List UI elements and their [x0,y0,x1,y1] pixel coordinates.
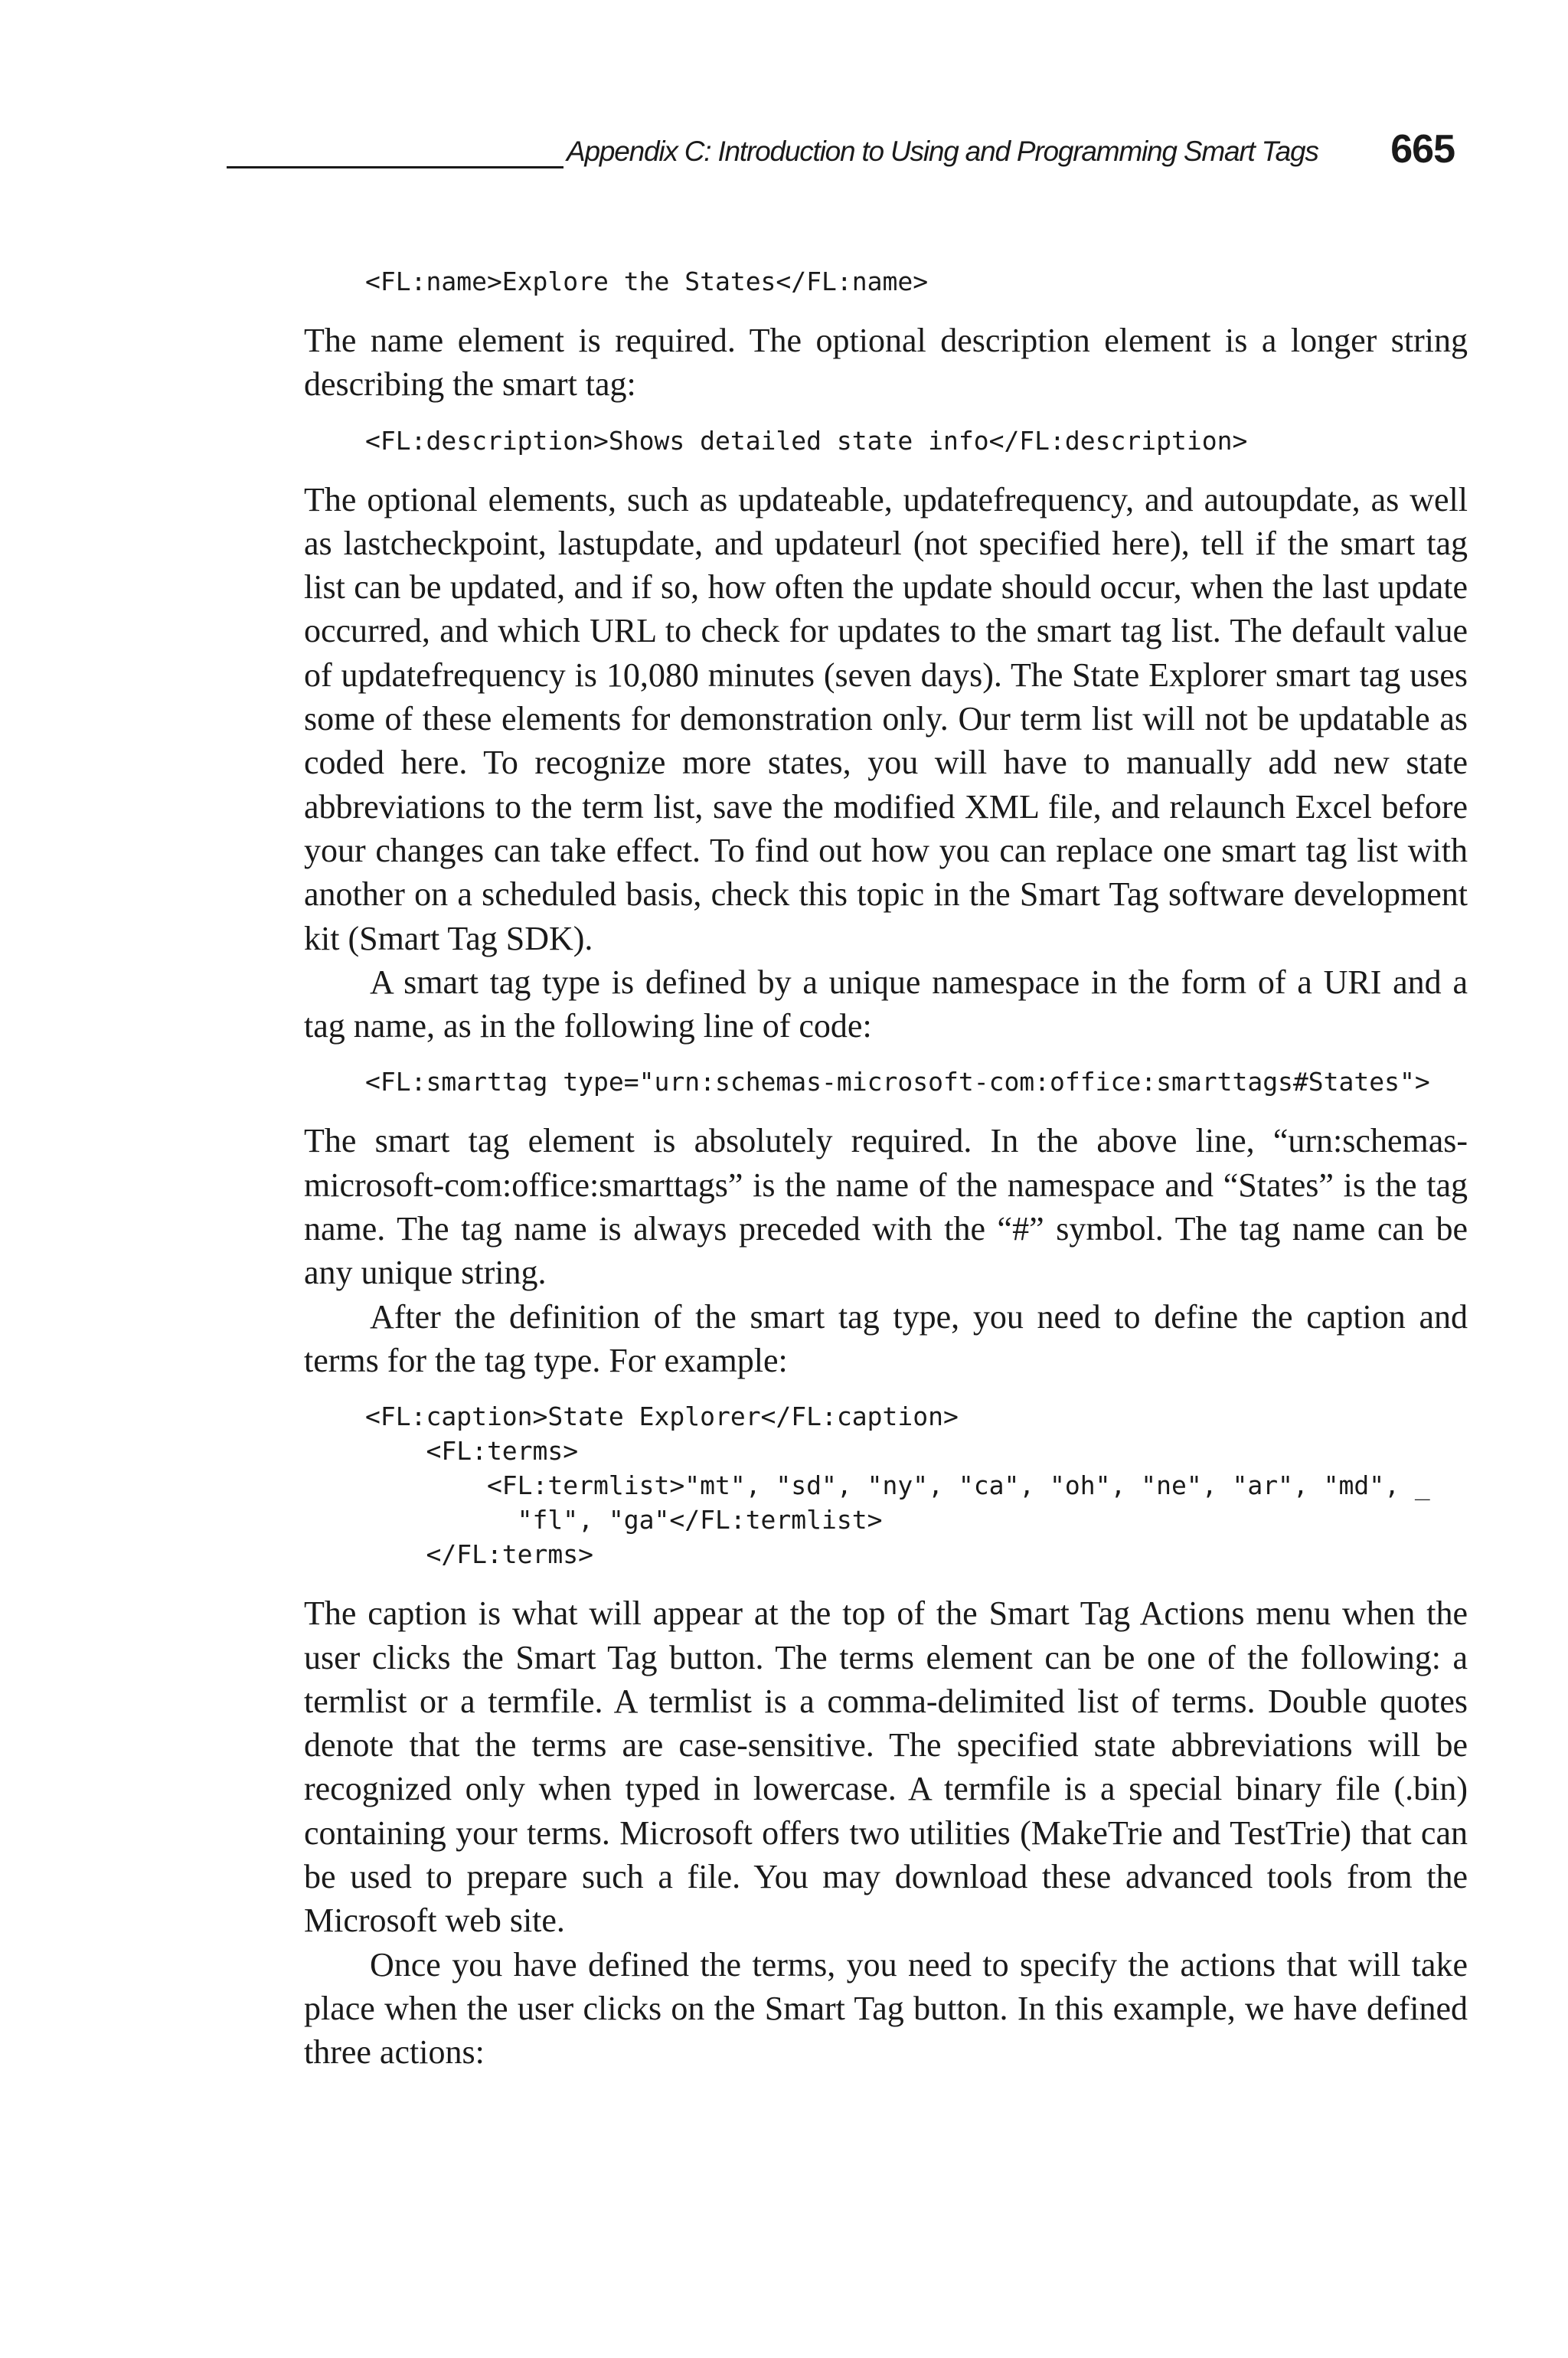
code-block [365,264,1468,299]
header-rule [227,166,564,168]
code-block [365,1065,1468,1099]
code-line: <FL:terms> [365,1436,579,1467]
code-line: <FL:caption>State Explorer</FL:caption> [365,1401,959,1432]
code-line: </FL:terms> [365,1539,594,1570]
paragraph: Once you have defined the terms, you need to specify the actions that will take place when the user clicks on the Smart Tag button. In this example, we have defined three actions: [304,1945,1468,2072]
running-header [227,126,1455,172]
code-line: <FL:description>Shows detailed state info</FL:description> [365,425,1248,456]
paragraph: The name element is required. The optional description element is a longer string describing the smart tag: [304,322,1468,404]
code-line: <FL:name>Explore the States</FL:name> [365,267,929,296]
paragraph: The caption is what will appear at the top of the Smart Tag Actions menu when the user clicks the Smart Tag button. The terms element can be one of the following: a termlist or a termfile. A termlist is a comma-delimited list of terms. Double quotes denote that the terms are case-sensitive. The specified state abbreviations will be recognized only when typed in lowercase. A termfile is a special binary file (.bin) containing your terms. Microsoft offers two utilities (MakeTrie and TestTrie) that can be used to prepare such a file. You may download these advanced tools from the Microsoft web site. [304,1594,1468,1940]
code-line: <FL:smarttag type="urn:schemas-microsoft-com:office:smarttags#States"> [365,1067,1430,1097]
code-line: <FL:termlist>"mt", "sd", "ny", "ca", "oh", "ne", "ar", "md", _ [365,1470,1430,1501]
paragraph: A smart tag type is defined by a unique namespace in the form of a URI and a tag name, as in the following line of code: [304,963,1468,1045]
paragraph: After the definition of the smart tag type, you need to define the caption and terms for the tag type. For example: [304,1297,1468,1379]
paragraph: The optional elements, such as updateable, updatefrequency, and autoupdate, as well as lastcheckpoint, lastupdate, and updateurl (not specified here), tell if the smart tag list can be updated, and if so, how often the update should occur, when the last update occurred, and which URL to check for updates to the smart tag list. The default value of updatefrequency is 10,080 minutes (seven days). The State Explorer smart tag uses some of these elements for demonstration only. Our term list will not be updatable as coded here. To recognize more states, you will have to manually add new state abbreviations to the term list, save the modified XML file, and relaunch Excel before your changes can take effect. To find out how you can replace one smart tag list with another on a scheduled basis, check this topic in the Smart Tag software development kit (Smart Tag SDK). [304,480,1468,957]
page-number: 665 [1390,127,1455,172]
code-line: "fl", "ga"</FL:termlist> [365,1505,883,1535]
header-title: Appendix C: Introduction to Using and Programming Smart Tags [567,136,1318,167]
page-body [304,264,1468,2091]
code-block [365,1399,1468,1571]
code-block [365,424,1468,458]
paragraph: The smart tag element is absolutely required. In the above line, “urn:schemas-microsoft-com:office:smarttags” is the name of the namespace and “States” is the tag name. The tag name is always preceded with the “#” symbol. The tag name can be any unique string. [304,1122,1468,1292]
